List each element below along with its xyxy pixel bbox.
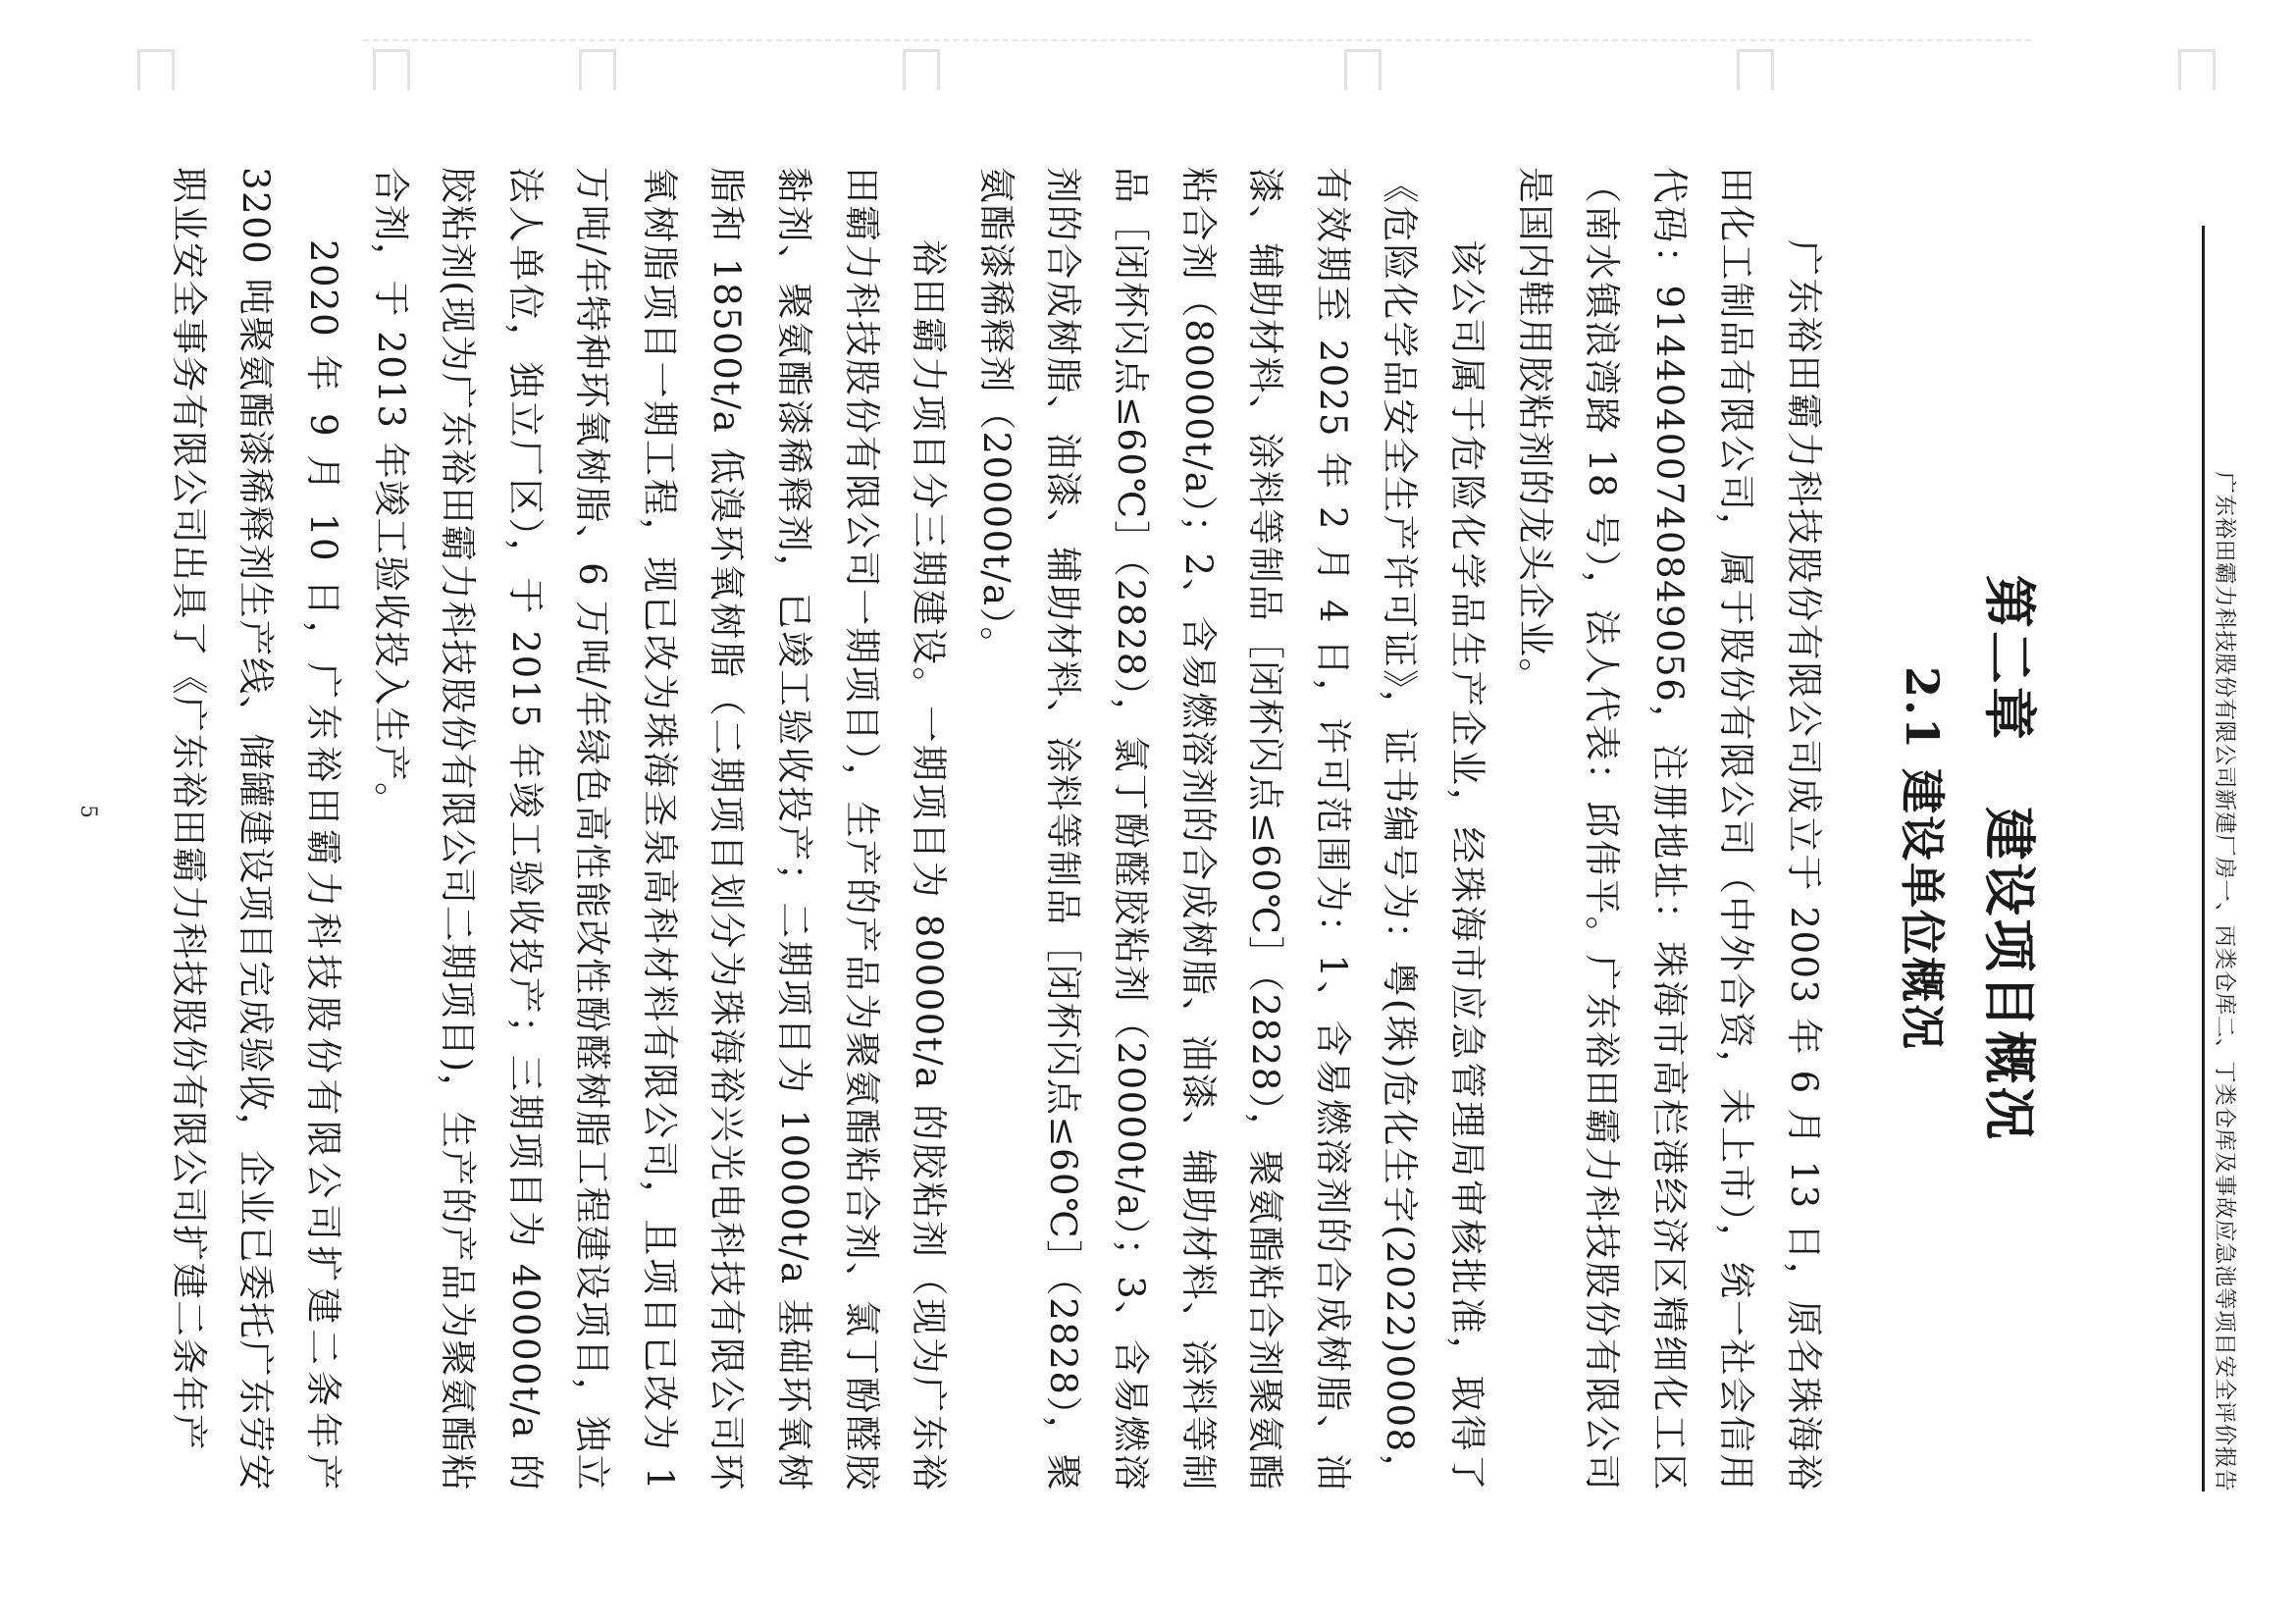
section-title: 2.1 建设单位概况 bbox=[1896, 665, 1949, 1052]
paragraph: 裕田霸力项目分三期建设。一期项目为 80000t/a 的胶粘剂（现为广东裕田霸力科技股份有限公司一期项目），生产的产品为聚氨酯粘合剂、氯丁酚醛胶黏剂、聚氨酯漆稀释剂，已竣工验收投产；二期项目为 10000t/a 基础环氧树脂和 18500t/a 低溴环氧树脂（二期项目划分为珠海裕兴光电科技有限公司环氧树脂项目一期工程，现已改为珠海圣泉高科材料有限公司，且项目已改为 1 万吨/年特种环氧树脂、6 万吨/年绿色高性能改性酚醛树脂工程建设项目，独立法人单位，独立厂区），于 2015 年竣工验收投产；三期项目为 40000t/a 的胶粘剂(现为广东裕田霸力科技股份有限公司二期项目)，生产的产品为聚氨酯粘合剂，于 2013 年竣工验收投入生产。 bbox=[369, 167, 951, 1492]
body-text bbox=[154, 167, 1837, 1492]
chapter-title: 第二章 建设项目概况 bbox=[1978, 574, 2041, 1143]
running-header: 广东裕田霸力科技股份有限公司新建厂房一、丙类仓库二、丁类仓库及事故应急池等项目安全评价报告 bbox=[2202, 226, 2242, 1492]
paragraph: 2020 年 9 月 10 日，广东裕田霸力科技股份有限公司扩建二条年产 3200 吨聚氨酯漆稀释剂生产线、储罐建设项目完成验收，企业已委托广东劳安职业安全事务有限公司出具了《广东裕田霸力科技股份有限公司扩建二条年产 bbox=[167, 167, 344, 1492]
paragraph: 该公司属于危险化学品生产企业，经珠海市应急管理局审核批准，取得了《危险化学品安全生产许可证》，证书编号为：粤(珠)危化生字(2022)0008，有效期至 2025 年 2 月 4 日，许可范围为：1、含易燃溶剂的合成树脂、油漆、辅助材料、涂料等制品［闭杯闪点≤60℃］（2828），聚氨酯粘合剂聚氨酯粘合剂（80000t/a）；2、含易燃溶剂的合成树脂、油漆、辅助材料、涂料等制品［闭杯闪点≤60℃］（2828），氯丁酚醛胶粘剂（20000t/a）；3、含易燃溶剂的合成树脂、油漆、辅助材料、涂料等制品［闭杯闪点≤60℃］（2828），聚氨酯漆稀释剂（20000t/a）。 bbox=[974, 167, 1489, 1492]
page-number: 5 bbox=[76, 805, 100, 818]
paragraph: 广东裕田霸力科技股份有限公司成立于 2003 年 6 月 13 日，原名珠海裕田化工制品有限公司，属于股份有限公司（中外合资，未上市），统一社会信用代码：91440400740849056，注册地址：珠海市高栏港经济区精细化工区（南水镇浪湾路 18 号），法人代表：邱伟平。广东裕田霸力科技股份有限公司是国内鞋用胶粘剂的龙头企业。 bbox=[1513, 167, 1825, 1492]
